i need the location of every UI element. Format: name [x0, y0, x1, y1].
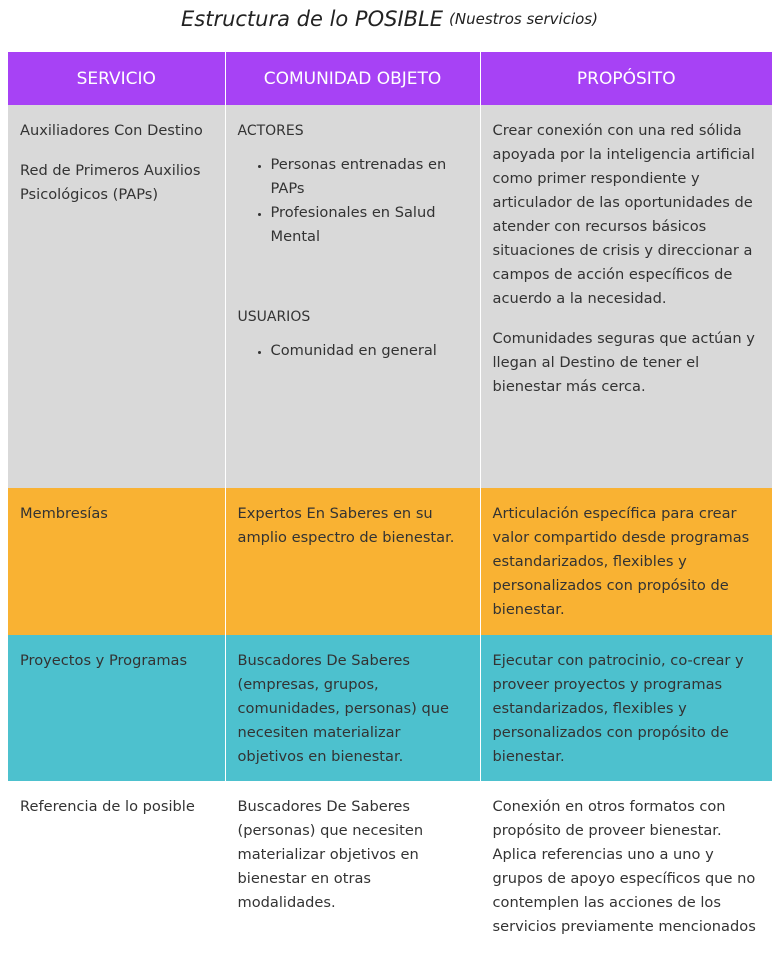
cell-servicio: [8, 105, 225, 488]
cell-servicio: Referencia de lo posible: [8, 781, 225, 959]
title-main: Estructura de lo POSIBLE: [181, 7, 444, 31]
proposito-text: Crear conexión con una red sólida apoyada por la inteligencia artificial como primer respondiente y articulador de las oportunidades de atender con recursos básicos situaciones de crisis y direccionar a campos de acción específicos de acuerdo a la necesidad.: [492, 122, 755, 307]
service-description: Red de Primeros Auxilios Psicológicos (PAPs): [20, 162, 201, 203]
cell-proposito: Articulación específica para crear valor compartido desde programas estandarizados, flexibles y personalizados con propósito de bienestar.: [480, 488, 772, 635]
actores-list: [238, 153, 470, 249]
list-item: • Comunidad en general: [271, 339, 470, 363]
cell-servicio: Proyectos y Programas: [8, 635, 225, 781]
service-name: Auxiliadores Con Destino: [20, 122, 203, 139]
cell-servicio: Membresías: [8, 488, 225, 635]
document-title: [0, 0, 779, 38]
cell-comunidad: Buscadores De Saberes (personas) que necesiten materializar objetivos en bienestar en otras modalidades.: [225, 781, 480, 959]
services-table: [8, 52, 772, 959]
usuarios-list: [238, 339, 470, 363]
table-row: [8, 635, 772, 781]
list-item: • Profesionales en Salud Mental: [271, 201, 470, 249]
table-row: [8, 781, 772, 959]
proposito-text: Comunidades seguras que actúan y llegan al Destino de tener el bienestar más cerca.: [492, 330, 755, 395]
list-item: • Personas entrenadas en PAPs: [271, 153, 470, 201]
table-header-row: [8, 52, 772, 105]
cell-proposito: Ejecutar con patrocinio, co-crear y proveer proyectos y programas estandarizados, flexibles y personalizados con propósito de bienestar.: [480, 635, 772, 781]
cell-proposito: [480, 105, 772, 488]
cell-comunidad: [225, 105, 480, 488]
table-row: [8, 105, 772, 488]
header-comunidad-objeto: COMUNIDAD OBJETO: [225, 52, 480, 105]
cell-proposito: Conexión en otros formatos con propósito de proveer bienestar. Aplica referencias uno a uno y grupos de apoyo específicos que no contemplen las acciones de los servicios previamente mencionados: [480, 781, 772, 959]
title-subtitle: (Nuestros servicios): [449, 10, 598, 28]
cell-comunidad: Buscadores De Saberes (empresas, grupos, comunidades, personas) que necesiten materializar objetivos en bienestar.: [225, 635, 480, 781]
usuarios-label: USUARIOS: [237, 309, 311, 325]
header-proposito: PROPÓSITO: [480, 52, 772, 105]
header-servicio: SERVICIO: [8, 52, 225, 105]
actores-label: ACTORES: [237, 123, 304, 139]
cell-comunidad: Expertos En Saberes en su amplio espectro de bienestar.: [225, 488, 480, 635]
table-row: [8, 488, 772, 635]
